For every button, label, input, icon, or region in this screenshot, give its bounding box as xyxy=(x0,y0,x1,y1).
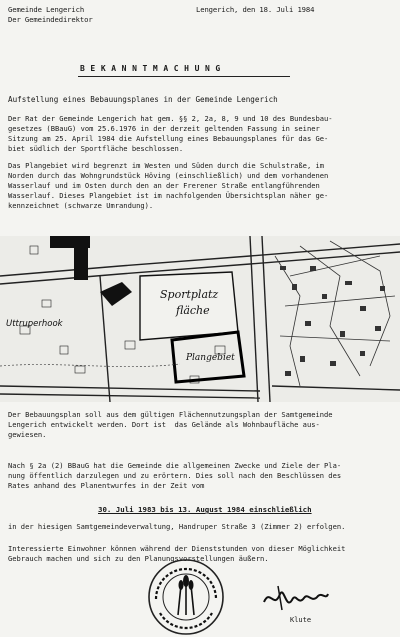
text-line: Wasserlauf. Dieses Plangebiet ist im nachfolgenden Übersichtsplan näher ge- xyxy=(8,191,329,200)
title-underline xyxy=(78,76,290,77)
text-line: Der Bebauungsplan soll aus dem gültigen Flächennutzungsplan der Samtgemeinde xyxy=(8,410,333,419)
paragraph-boundaries xyxy=(8,161,396,211)
place-date: Lengerich, den 18. Juli 1984 xyxy=(196,5,315,14)
sender-line-1: Gemeinde Lengerich xyxy=(8,5,85,14)
signatory-name: Klute xyxy=(290,616,312,624)
handwritten-signature xyxy=(260,580,330,620)
text-line: gewiesen. xyxy=(8,430,47,439)
text-line: Norden durch das Wohngrundstück Höving (einschließlich) und dem vorhandenen xyxy=(8,171,329,180)
text-line: Lengerich entwickelt werden. Dort ist das Gelände als Wohnbaufläche aus- xyxy=(8,420,320,429)
official-seal-stamp xyxy=(146,557,226,637)
text-line: biet südlich der Sportfläche beschlossen. xyxy=(8,144,184,153)
text-line: Das Plangebiet wird begrenzt im Westen und Süden durch die Schulstraße, im xyxy=(8,161,325,170)
text-line: kennzeichnet (schwarze Umrandung). xyxy=(8,201,154,210)
map-label-flaeche: fläche xyxy=(176,304,210,317)
text-line: Wasserlauf und im Osten durch den an der Frerener Straße entlangführenden xyxy=(8,181,320,190)
text-line: nung öffentlich darzulegen und zu erörtern. Dies soll nach den Beschlüssen des xyxy=(8,471,342,480)
map-label-sportplatz: Sportplatz xyxy=(160,288,219,301)
map-label-uttruperhook: Uttruperhook xyxy=(6,319,63,329)
sender-line-2: Der Gemeindedirektor xyxy=(8,15,93,24)
text-line: Nach § 2a (2) BBauG hat die Gemeinde die allgemeinen Zwecke und Ziele der Pla- xyxy=(8,461,342,470)
map-label-plangebiet: Plangebiet xyxy=(186,353,235,363)
text-line: gesetzes (BBauG) vom 25.6.1976 in der derzeit geltenden Fassung in seiner xyxy=(8,124,320,133)
text-line: Sitzung am 25. April 1984 die Aufstellung eines Bebauungsplanes für das Ge- xyxy=(8,134,329,143)
text-line: Interessierte Einwohner können während der Dienststunden von dieser Möglichkeit xyxy=(8,544,346,553)
document-title: BEKANNTMACHUNG xyxy=(80,64,226,73)
paragraph-land-use xyxy=(8,410,396,440)
text-line: Rates anhand des Planentwurfes in der Zeit vom xyxy=(8,481,205,490)
paragraph-public-participation xyxy=(8,461,396,491)
subject-line: Aufstellung eines Bebauungsplanes in der Gemeinde Lengerich xyxy=(8,95,278,104)
text-line: in der hiesigen Samtgemeindeverwaltung, Handruper Straße 3 (Zimmer 2) erfolgen. xyxy=(8,522,346,531)
text-line: Der Rat der Gemeinde Lengerich hat gem. §§ 2, 2a, 8, 9 und 10 des Bundesbau- xyxy=(8,114,333,123)
display-period: 30. Juli 1983 bis 13. August 1984 einschließlich xyxy=(98,505,312,514)
text-line: Gebrauch machen und sich zu den Planungsvorstellungen äußern. xyxy=(8,554,269,563)
paragraph-location xyxy=(8,522,396,532)
overview-map xyxy=(0,236,400,402)
paragraph-resolution xyxy=(8,114,396,154)
